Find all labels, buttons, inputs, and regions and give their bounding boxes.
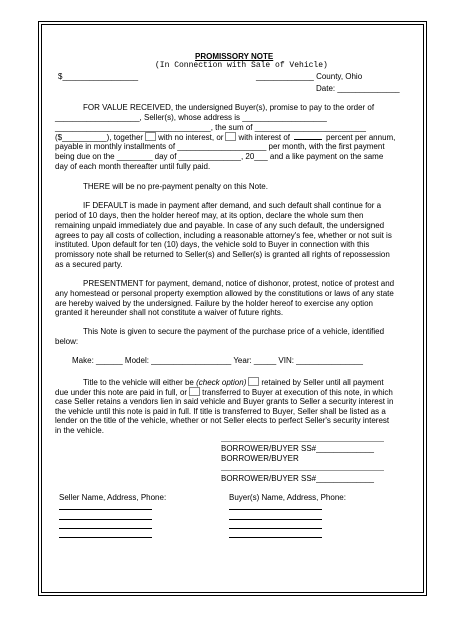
- p6-line-1: [83, 377, 384, 387]
- p3-line-1: IF DEFAULT is made in payment after demand, and such default shall continue for a: [83, 201, 382, 210]
- signature-line-2[interactable]: [221, 470, 384, 471]
- transferred-to-buyer-checkbox[interactable]: [189, 387, 200, 396]
- p1-line-3: ___________________________________, the sum of _________________________: [55, 123, 366, 132]
- p6-due-text: due under this note are paid in full, or: [55, 388, 188, 397]
- p1-amount: ($__________), together: [55, 133, 144, 142]
- county-line: _____________ County, Ohio: [256, 72, 363, 81]
- p6-line-5: lender on the title of the vehicle, whether or not Seller elects to perfect Seller's security interest: [55, 416, 390, 425]
- p4-line-3: are hereby waived by the undersigned. Failure by the holder hereof to exercise any option: [55, 299, 373, 308]
- borrower-ss-2: BORROWER/BUYER SS#_____________: [221, 474, 374, 483]
- p3-line-2: period of 10 days, then the holder hereof may, at its option, declare the whole sum then: [55, 211, 364, 220]
- p4-line-4: granted it hereunder shall not constitute a waiver of future rights.: [55, 308, 284, 317]
- borrower-label: BORROWER/BUYER: [221, 454, 299, 463]
- date-line: Date: ______________: [316, 84, 400, 93]
- retained-by-seller-checkbox[interactable]: [248, 377, 259, 386]
- signature-line-1[interactable]: [221, 441, 384, 442]
- buyer-info-line-2[interactable]: [229, 519, 322, 520]
- borrower-ss-1: BORROWER/BUYER SS#_____________: [221, 444, 374, 453]
- p3-line-3: remaining unpaid immediately due and payable. In case of any such default, the undersigned: [55, 221, 385, 230]
- p6-transferred-text: transferred to Buyer at execution of this note, in which: [202, 388, 393, 397]
- p6-line-2: [55, 387, 393, 397]
- p6-line-3: case Seller retains a vendors lien in said vehicle and Buyer grants to Seller a security interest in: [55, 397, 394, 406]
- p1-line-7: day of each month thereafter until fully paid.: [55, 162, 211, 171]
- seller-info-line-2[interactable]: [59, 519, 152, 520]
- buyer-info-line-4[interactable]: [229, 537, 322, 538]
- no-interest-checkbox[interactable]: [145, 132, 156, 141]
- buyer-info-line-3[interactable]: [229, 528, 322, 529]
- p6-line-6: in the vehicle.: [55, 426, 104, 435]
- p3-line-7: as a secured party.: [55, 260, 123, 269]
- prepayment-paragraph: THERE will be no pre-payment penalty on this Note.: [83, 182, 268, 191]
- p5-line-1: This Note is given to secure the payment of the purchase price of a vehicle, identified: [83, 327, 385, 336]
- p6-line-4: the vehicle until this note is paid in full. If title is transferred to Buyer, Seller shall be listed as a: [55, 407, 386, 416]
- p1-interest: with interest of: [238, 133, 291, 142]
- interest-rate-blank[interactable]: [294, 132, 322, 140]
- seller-info-line-3[interactable]: [59, 528, 152, 529]
- p3-line-6: promissory note shall be returned to Seller(s) and Seller(s) is granted all rights of repossession: [55, 250, 390, 259]
- seller-info-label: Seller Name, Address, Phone:: [59, 493, 167, 502]
- p1-line-4: [55, 132, 395, 142]
- buyer-info-label: Buyer(s) Name, Address, Phone:: [229, 493, 346, 502]
- p5-line-2: below:: [55, 337, 79, 346]
- seller-info-line-4[interactable]: [59, 537, 152, 538]
- p6-check-option: (check option): [196, 378, 247, 387]
- p6-retained-text: retained by Seller until all payment: [261, 378, 384, 387]
- amount-line: $_________________: [58, 72, 139, 81]
- p1-no-interest: with no interest, or: [158, 133, 224, 142]
- p4-line-2: any homestead or personal property exemption allowed by the constitutions or laws of any state: [55, 289, 394, 298]
- p3-line-4: agrees to pay all costs of collection, including a reasonable attorney's fee, whether or not suit is: [55, 231, 392, 240]
- p4-line-1: PRESENTMENT for payment, demand, notice of dishonor, protest, notice of protest and: [83, 279, 395, 288]
- p1-line-5: payable in monthly installments of ____________________ per month, with the first payment: [55, 142, 385, 151]
- p3-line-5: instituted. Upon default for ten (10) days, the vehicle sold to Buyer in connection with this: [55, 240, 370, 249]
- p6-title-text: Title to the vehicle will either be: [83, 378, 194, 387]
- document-title: PROMISSORY NOTE: [195, 52, 274, 61]
- seller-info-line-1[interactable]: [59, 509, 152, 510]
- buyer-info-line-1[interactable]: [229, 509, 322, 510]
- document-subtitle: (In Connection with Sale of Vehicle): [155, 61, 328, 70]
- p1-percent: percent per annum,: [326, 133, 396, 142]
- vehicle-identification-line: Make: ______ Model: __________________ Year: _____ VIN: _______________: [72, 356, 363, 365]
- p1-line-1: FOR VALUE RECEIVED, the undersigned Buyer(s), promise to pay to the order of: [83, 103, 375, 112]
- p1-line-2: ___________________, Seller(s), whose address is ___________________: [55, 113, 327, 122]
- interest-checkbox[interactable]: [225, 132, 236, 141]
- p1-line-6: being due on the ________ day of ______________, 20___ and a like payment on the same: [55, 152, 384, 161]
